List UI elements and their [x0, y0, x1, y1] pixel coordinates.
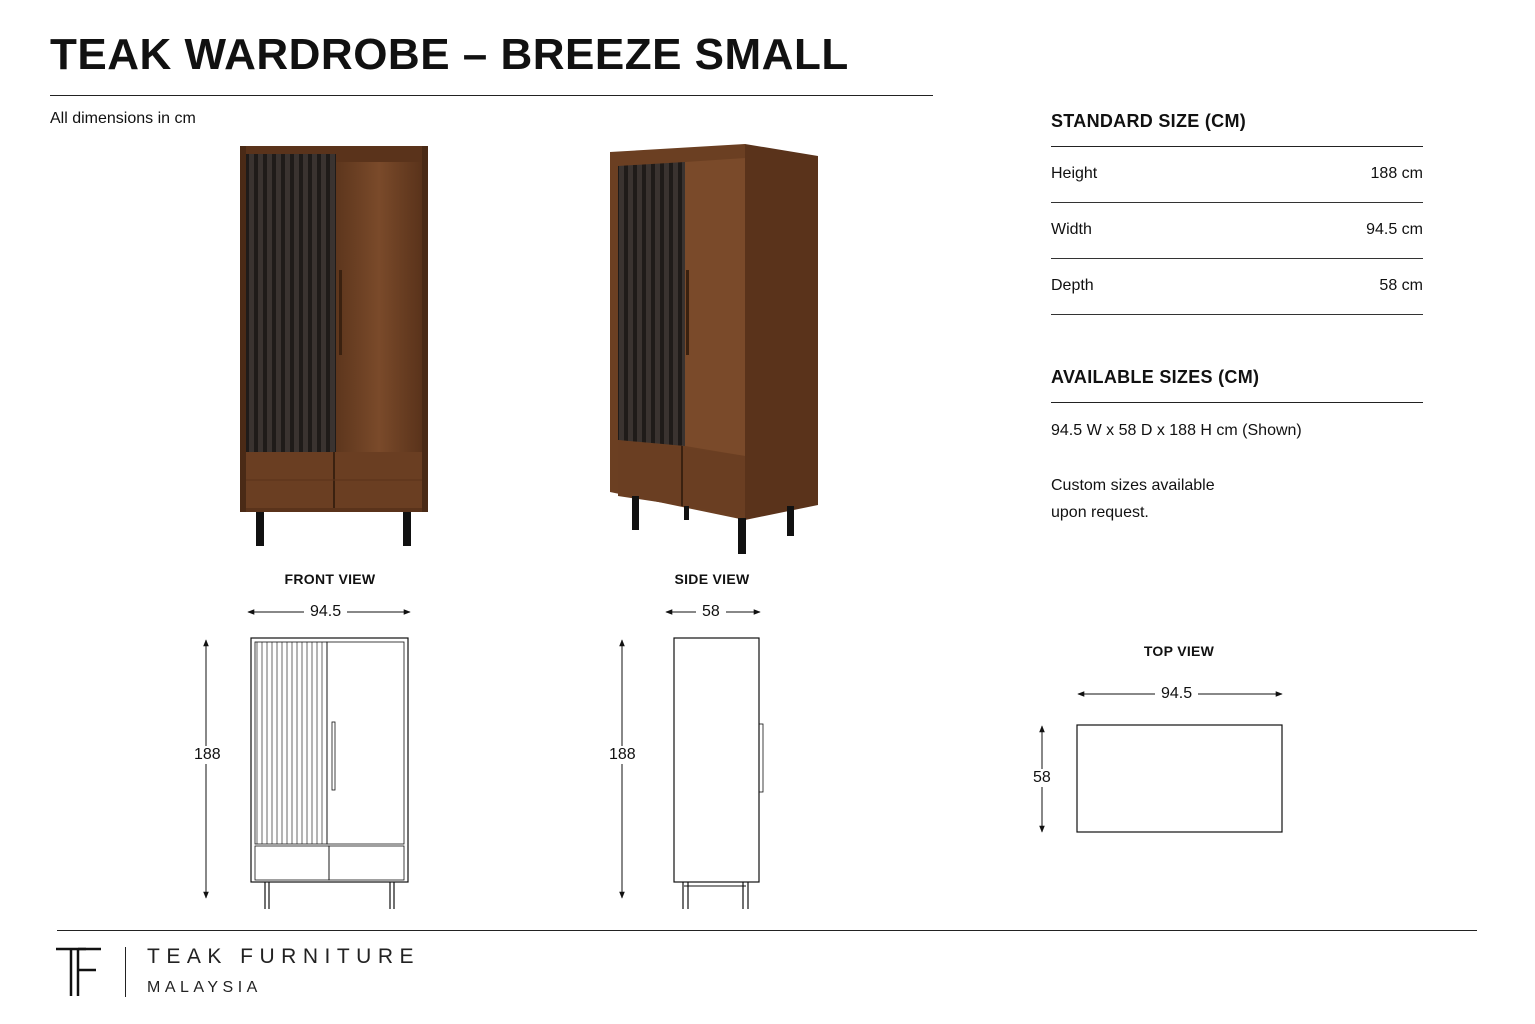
side-depth-label: 58 [696, 603, 726, 621]
size-row-value: 94.5 cm [1366, 221, 1423, 238]
side-view-caption: SIDE VIEW [674, 571, 750, 587]
front-view-drawing [206, 612, 410, 909]
brand-name: TEAK FURNITURE [147, 945, 421, 968]
tf-logo-icon [56, 946, 106, 998]
standard-size-heading: STANDARD SIZE (CM) [1051, 111, 1247, 131]
top-depth-label: 58 [1027, 769, 1057, 787]
size-row-height [1051, 147, 1423, 203]
title-divider [50, 95, 933, 96]
front-height-label: 188 [188, 746, 227, 764]
top-view-drawing [1042, 694, 1282, 832]
technical-drawings [180, 598, 1300, 918]
available-size-text: 94.5 W x 58 D x 188 H cm (Shown) [1051, 422, 1302, 439]
size-row-label: Depth [1051, 277, 1094, 294]
dimensions-note: All dimensions in cm [50, 110, 196, 127]
side-view-drawing [622, 612, 763, 909]
size-row-label: Height [1051, 165, 1098, 182]
top-view-caption: TOP VIEW [1143, 643, 1215, 659]
available-sizes-divider [1051, 402, 1423, 403]
custom-sizes-line1: Custom sizes available [1051, 477, 1215, 494]
size-row-value: 58 cm [1379, 277, 1423, 294]
footer-divider [57, 930, 1477, 931]
front-view-product-image [230, 140, 440, 555]
front-width-label: 94.5 [304, 603, 347, 621]
front-view-caption: FRONT VIEW [284, 571, 376, 587]
size-row-width [1051, 203, 1423, 259]
page-title: TEAK WARDROBE – BREEZE SMALL [50, 30, 849, 79]
size-row-label: Width [1051, 221, 1092, 238]
size-row-value: 188 cm [1370, 165, 1423, 182]
size-row-depth [1051, 259, 1423, 315]
custom-sizes-line2: upon request. [1051, 504, 1149, 521]
brand-country: MALAYSIA [147, 979, 262, 996]
side-view-product-image [600, 140, 830, 560]
top-width-label: 94.5 [1155, 685, 1198, 703]
side-height-label: 188 [603, 746, 642, 764]
logo-separator [125, 947, 126, 997]
available-sizes-heading: AVAILABLE SIZES (CM) [1051, 367, 1260, 387]
